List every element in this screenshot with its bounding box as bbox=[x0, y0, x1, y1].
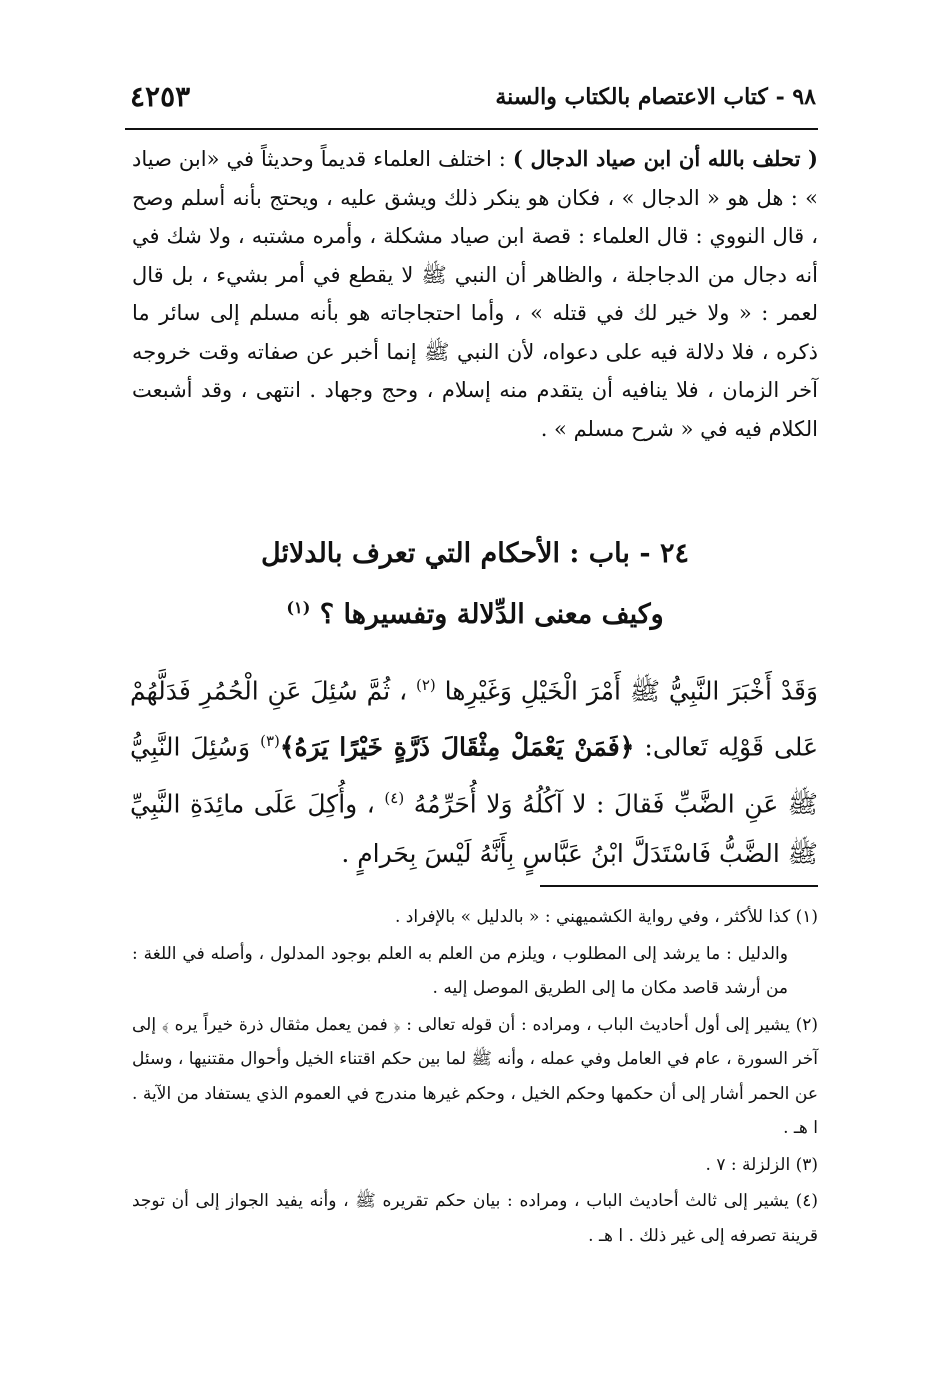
hadith-paragraph bbox=[130, 660, 818, 879]
footnote-1-continuation: والدليل : ما يرشد إلى المطلوب ، ويلزم من العلم به العلم بوجود المدلول ، وأصله في اللغة : من أرشد قاصد مكان ما إلى الطريق الموصل إليه . bbox=[132, 943, 788, 998]
page-number: ٤٢٥٣ bbox=[130, 80, 191, 113]
commentary-lead: ( تحلف بالله أن ابن صياد الدجال ) bbox=[512, 146, 818, 171]
footnote-3: (٣) الزلزلة : ٧ . bbox=[705, 1154, 818, 1175]
footnote-rule bbox=[540, 885, 818, 887]
hadith-part-3: وَسُئِلَ النَّبِيُّ ﷺ عَنِ الضَّبِّ فَقالَ : لا آكُلُهُ وَلا أُحَرِّمُهُ bbox=[130, 732, 818, 818]
commentary-body: : اختلف العلماء قديماً وحديثاً في «ابن صياد » : هل هو « الدجال » ، فكان هو ينكر ذلك ويشق عليه ، ويحتج بأنه أسلم وصح ، قال النووي : قال العلماء : قصة ابن صياد مشكلة ، وأمره مشتبه ، ولا شك في أنه دجال من الدجاجلة ، والظاهر أن النبي ﷺ لا يقطع في أمر بشيء ، بل قال لعمر : « ولا خير لك في قتله » ، وأما احتجاجاته هو بأنه مسلم إلى سائر ما ذكره ، فلا دلالة فيه على دعواه، لأن النبي ﷺ إنما أخبر عن صفاته وقت خروجه آخر الزمان ، فلا ينافيه أن يتقدم منه إسلام ، وحج وجهاد . انتهى ، وقد أشبعت الكلام فيه في « شرح مسلم » . bbox=[132, 147, 818, 441]
hadith-part-4: ، وأُكِلَ عَلَى مائِدَةِ النَّبِيِّ ﷺ الضَّبُّ فَاسْتَدَلَّ ابْنُ عَبَّاسٍ بِأَنَّهُ لَيْسَ بِحَرامٍ . bbox=[130, 788, 818, 868]
running-title: ٩٨ - كتاب الاعتصام بالكتاب والسنة bbox=[495, 84, 816, 110]
footnote-1: (١) كذا للأكثر ، وفي رواية الكشميهني : « بالدليل » بالإفراد . bbox=[395, 907, 818, 927]
commentary-paragraph bbox=[132, 140, 818, 448]
quran-verse: ﴿فَمَنْ يَعْمَلْ مِثْقَالَ ذَرَّةٍ خَيْرًا يَرَهُ﴾ bbox=[279, 732, 635, 762]
hadith-text bbox=[130, 660, 818, 879]
footnote-ref-3: (٣) bbox=[260, 732, 280, 751]
footnotes bbox=[132, 900, 818, 1255]
footnote-ref-1: (١) bbox=[286, 598, 311, 617]
chapter-subtitle bbox=[132, 598, 818, 630]
footnote-4: (٤) يشير إلى ثالث أحاديث الباب ، ومراده : بيان حكم تقريره ﷺ ، وأنه يفيد الجواز إلى أن توجد قرينة تصرفه إلى غير ذلك . ا هـ . bbox=[132, 1191, 818, 1246]
commentary-text bbox=[132, 140, 818, 448]
chapter-subtitle-text: وكيف معنى الدِّلالة وتفسيرها ؟ bbox=[319, 599, 664, 630]
chapter-title: ٢٤ - باب : الأحكام التي تعرف بالدلائل bbox=[261, 538, 689, 569]
footnote-ref-4: (٤) bbox=[384, 788, 405, 807]
footnote-ref-2: (٢) bbox=[416, 676, 436, 694]
footnote-2: (٢) يشير إلى أول أحاديث الباب ، ومراده : أن قوله تعالى : ﴿ فمن يعمل مثقال ذرة خيراً يره ﴾ إلى آخر السورة ، عام في العامل وفي عمله ، وأنه ﷺ لما بين حكم اقتناء الخيل وأحوال مقتنيها ، وسئل عن الحمر أشار إلى أن حكمها وحكم الخيل ، وحكم غيرها مندرج في العموم الذي يستفاد من الآية . ا هـ . bbox=[132, 1014, 818, 1138]
page-header bbox=[130, 80, 816, 124]
hadith-part-2: ، ثُمَّ سُئِلَ عَنِ الْحُمُرِ فَدَلَّهُمْ عَلى قَوْلِه تَعالى: bbox=[130, 676, 818, 762]
header-rule bbox=[125, 128, 818, 130]
hadith-part-1: وَقَدْ أَخْبَرَ النَّبِيُّ ﷺ أَمْرَ الْخَيْلِ وَغَيْرِها bbox=[444, 676, 818, 706]
